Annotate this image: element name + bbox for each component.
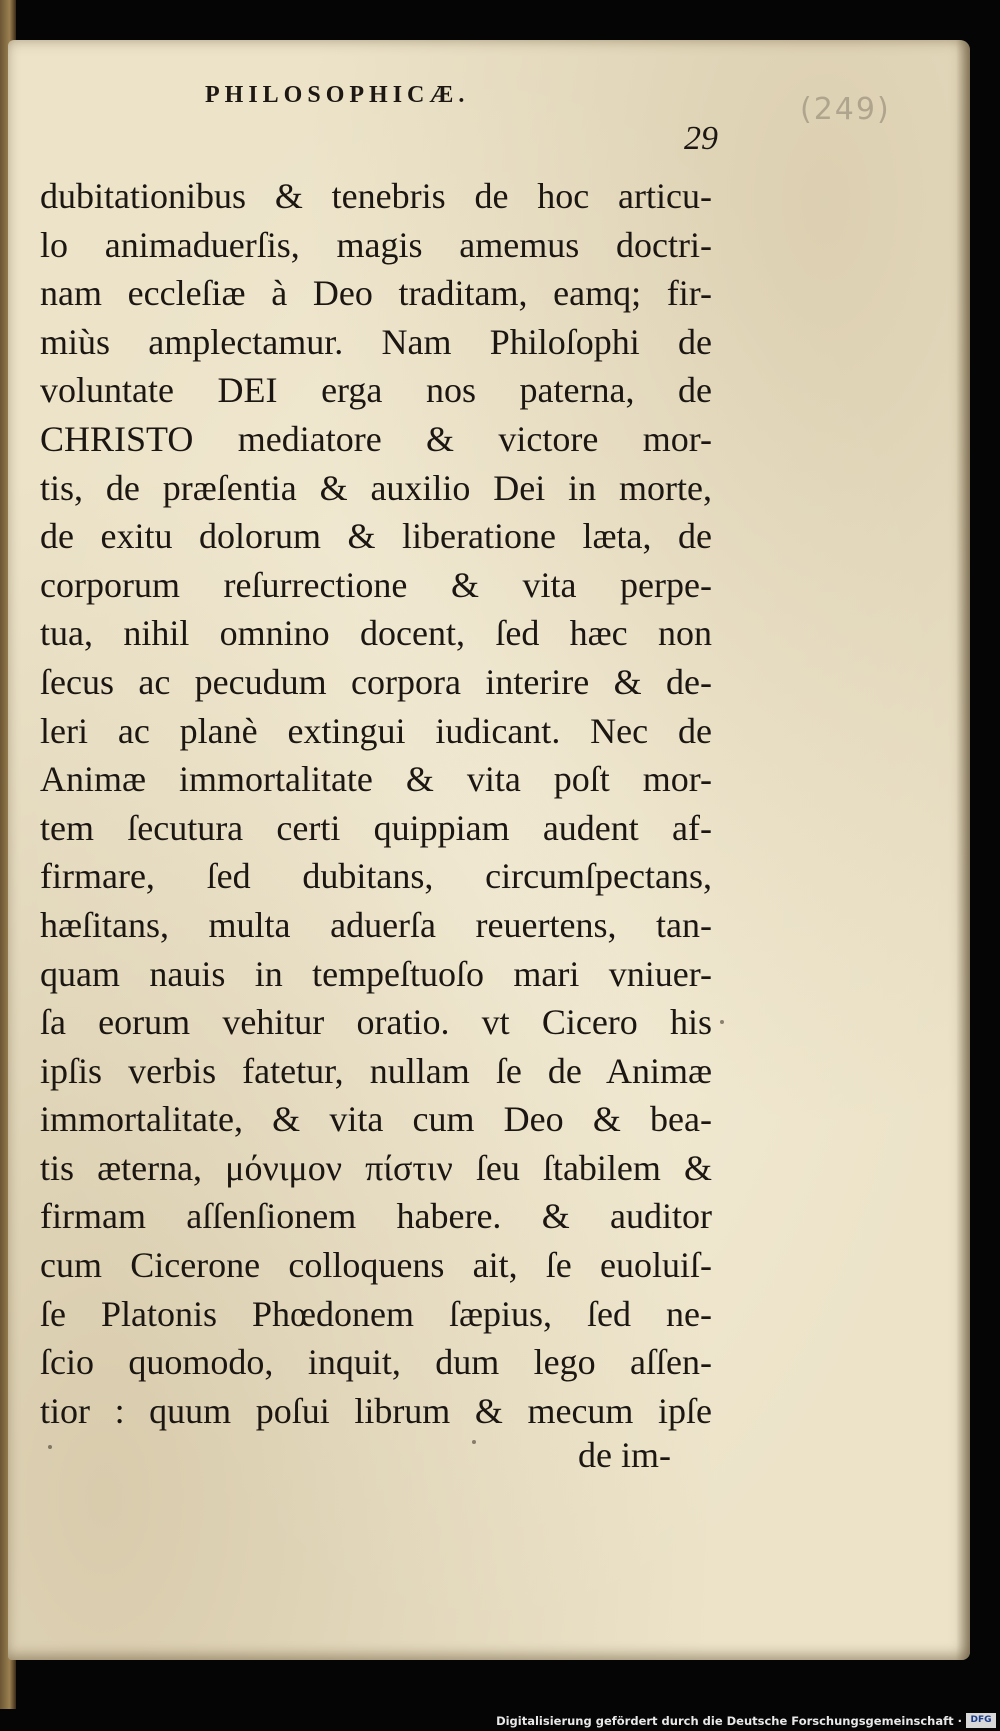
text-line: ſe Platonis Phœdonem ſæpius, ſed ne- [40, 1293, 712, 1334]
text-line: tior : quum poſui librum & mecum ipſe [40, 1390, 712, 1431]
text-line: quam nauis in tempeſtuoſo mari vniuer- [40, 953, 712, 994]
text-line: corporum reſurrectione & vita perpe- [40, 564, 712, 605]
footer-bar [0, 1709, 1000, 1731]
text-line: hæſitans, multa aduerſa reuertens, tan- [40, 904, 712, 945]
digitization-credit: Digitalisierung gefördert durch die Deutsche Forschungsgemeinschaft · [496, 1714, 962, 1728]
text-line: ſecus ac pecudum corpora interire & de- [40, 661, 712, 702]
text-line: cum Cicerone colloquens ait, ſe euoluiſ- [40, 1245, 712, 1286]
text-line: tis, de præſentia & auxilio Dei in morte, [40, 467, 712, 508]
ink-speck [472, 1440, 476, 1444]
ink-speck [48, 1445, 52, 1449]
page-number: 29 [684, 120, 718, 157]
text-line: leri ac planè extingui iudicant. Nec de [40, 710, 712, 751]
text-line: nam eccleſiæ à Deo traditam, eamq; fir- [40, 273, 712, 314]
text-line: CHRISTO mediatore & victore mor- [40, 418, 712, 459]
text-line: lo animaduerſis, magis amemus doctri- [40, 224, 712, 265]
dfg-logo: DFG [966, 1713, 996, 1728]
text-line: firmam aſſenſionem habere. & auditor [40, 1196, 712, 1237]
text-line: immortalitate, & vita cum Deo & bea- [40, 1099, 712, 1140]
text-line: dubitationibus & tenebris de hoc articu- [40, 176, 712, 216]
text-line: ſa eorum vehitur oratio. vt Cicero his [40, 1002, 712, 1043]
catchword: de im- [578, 1435, 671, 1475]
text-line: ſcio quomodo, inquit, dum lego aſſen- [40, 1342, 712, 1383]
text-line: voluntate DEI erga nos paterna, de [40, 370, 712, 411]
ink-speck [720, 1020, 724, 1024]
body-text [40, 172, 712, 1435]
text-line: Animæ immortalitate & vita poſt mor- [40, 759, 712, 800]
text-line: firmare, ſed dubitans, circumſpectans, [40, 856, 712, 897]
text-line: tua, nihil omnino docent, ſed hæc non [40, 613, 712, 654]
page-edge-shadow [956, 40, 970, 1660]
pencil-annotation: (249) [800, 92, 891, 127]
text-line: ipſis verbis fatetur, nullam ſe de Animæ [40, 1050, 712, 1091]
running-head: PHILOSOPHICÆ. [205, 82, 470, 108]
text-line: tem ſecutura certi quippiam audent af- [40, 807, 712, 848]
text-line: miùs amplectamur. Nam Philoſophi de [40, 321, 712, 362]
text-line: tis æterna, μόνιμον πίστιν ſeu ſtabilem & [40, 1147, 712, 1188]
text-line: de exitu dolorum & liberatione læta, de [40, 516, 712, 557]
